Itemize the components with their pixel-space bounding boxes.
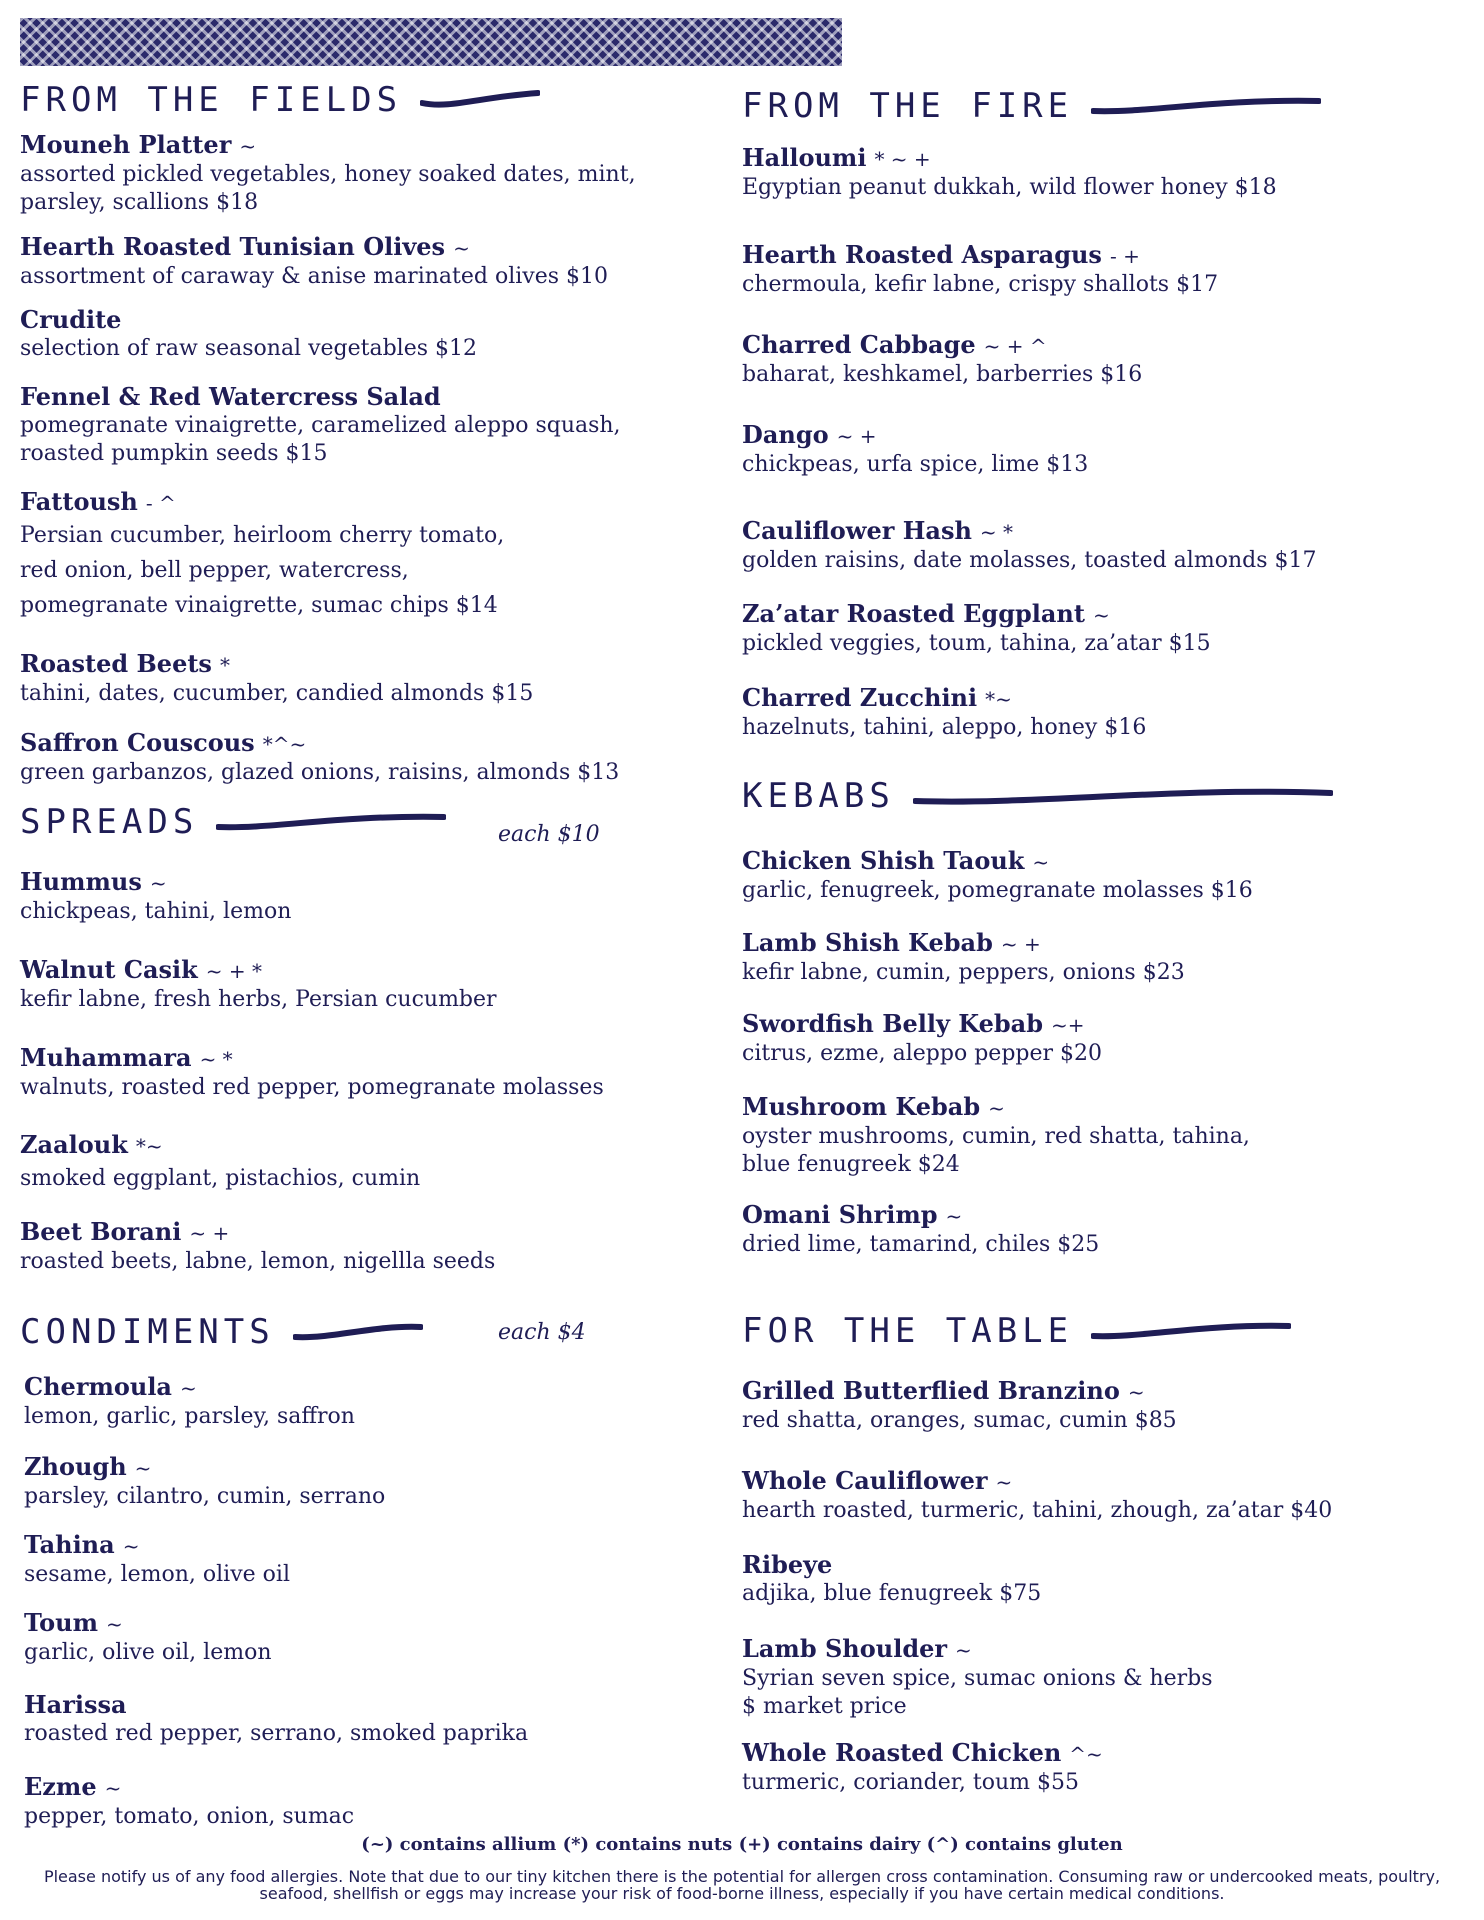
menu-item <box>20 382 720 468</box>
menu-item-name <box>742 330 1442 361</box>
menu-item <box>742 1738 1442 1797</box>
dish-name: Zhough <box>24 1452 127 1481</box>
allergen-marks: *~ <box>135 1134 163 1158</box>
dish-name: Lamb Shoulder <box>742 1634 948 1663</box>
menu-item <box>742 683 1442 742</box>
allergen-marks: ~ + <box>189 1221 230 1245</box>
allergen-marks: ~ <box>1127 1380 1145 1404</box>
allergen-marks: ~ <box>149 871 167 895</box>
allergen-marks: ~ + <box>836 424 877 448</box>
menu-item-description: smoked eggplant, pistachios, cumin <box>20 1166 421 1191</box>
menu-item-description: selection of raw seasonal vegetables $12 <box>20 336 478 361</box>
menu-item-description: assortment of caraway & anise marinated olives $10 <box>20 264 608 289</box>
menu-item-description: Syrian seven spice, sumac onions & herbs $ market price <box>742 1666 1213 1719</box>
allergen-marks: ~ <box>104 1776 122 1800</box>
menu-item-name <box>20 649 720 680</box>
menu-item-description: chermoula, kefir labne, crispy shallots $17 <box>742 272 1219 297</box>
menu-item-name <box>742 143 1442 174</box>
menu-item-name <box>20 305 720 335</box>
dish-name: Ribeye <box>742 1550 833 1579</box>
menu-item-name <box>20 1130 720 1161</box>
brush-stroke-icon <box>1091 1318 1291 1344</box>
menu-item-name <box>20 382 720 412</box>
menu-item-description: kefir labne, cumin, peppers, onions $23 <box>742 960 1185 985</box>
dish-name: Muhammara <box>20 1043 192 1072</box>
menu-item-description: roasted beets, labne, lemon, nigellla seeds <box>20 1249 496 1274</box>
menu-item-name <box>20 130 720 161</box>
menu-item-description: roasted red pepper, serrano, smoked paprika <box>24 1721 529 1746</box>
menu-item-name <box>20 955 720 986</box>
dish-name: Dango <box>742 420 829 449</box>
brush-stroke-icon <box>293 1319 423 1345</box>
allergen-marks: ~+ <box>1051 1013 1085 1037</box>
menu-item-description: tahini, dates, cucumber, candied almonds $15 <box>20 681 534 706</box>
menu-item <box>742 143 1442 202</box>
menu-item <box>20 305 720 363</box>
dish-name: Za’atar Roasted Eggplant <box>742 599 1085 628</box>
menu-item-description: walnuts, roasted red pepper, pomegranate molasses <box>20 1075 604 1100</box>
decorative-banner <box>20 18 842 66</box>
menu-item <box>24 1772 724 1831</box>
allergen-marks: ~ <box>179 1376 197 1400</box>
dish-name: Hummus <box>20 867 142 896</box>
menu-item-name <box>742 846 1442 877</box>
allergen-marks: ~ <box>955 1638 972 1662</box>
dish-name: Crudite <box>20 305 122 334</box>
allergen-marks: * <box>219 653 230 677</box>
menu-item <box>742 846 1442 905</box>
menu-item-name <box>20 232 720 263</box>
dish-name: Saffron Couscous <box>20 728 255 757</box>
allergen-marks: ~ <box>995 1470 1013 1494</box>
allergen-marks: ~ <box>453 236 470 260</box>
allergen-marks: ~ + ^ <box>983 334 1047 358</box>
menu-item <box>24 1690 724 1748</box>
menu-item-description: Egyptian peanut dukkah, wild flower honey $18 <box>742 175 1277 200</box>
dish-name: Omani Shrimp <box>742 1200 938 1229</box>
allergen-marks: ~ <box>239 134 257 158</box>
menu-item-description: pepper, tomato, onion, sumac <box>24 1804 355 1829</box>
menu-item <box>742 240 1442 299</box>
menu-item-description: garlic, olive oil, lemon <box>24 1640 272 1665</box>
menu-item-name <box>742 683 1442 714</box>
menu-item-description: dried lime, tamarind, chiles $25 <box>742 1232 1100 1257</box>
menu-item <box>742 928 1442 987</box>
section-heading-fields <box>20 80 540 120</box>
menu-item <box>24 1452 724 1511</box>
dish-name: Cauliflower Hash <box>742 516 972 545</box>
allergen-marks: ~ <box>122 1534 140 1558</box>
menu-item-description: lemon, garlic, parsley, saffron <box>24 1404 355 1429</box>
dish-name: Harissa <box>24 1690 127 1719</box>
menu-item <box>24 1608 724 1667</box>
section-title: FROM THE FIRE <box>742 86 1074 126</box>
menu-item-name <box>742 1466 1442 1497</box>
menu-item <box>20 867 720 926</box>
menu-item-description: citrus, ezme, aleppo pepper $20 <box>742 1041 1103 1066</box>
menu-item-name <box>742 1550 1442 1580</box>
menu-item <box>20 728 720 787</box>
menu-item-name <box>742 928 1442 959</box>
menu-item-name <box>24 1690 724 1720</box>
menu-item-name <box>742 420 1442 451</box>
section-title: FROM THE FIELDS <box>20 80 403 120</box>
dish-name: Zaalouk <box>20 1130 128 1159</box>
menu-item-description: baharat, keshkamel, barberries $16 <box>742 362 1143 387</box>
section-title: KEBABS <box>742 776 895 816</box>
menu-item-description: pomegranate vinaigrette, caramelized aleppo squash, roasted pumpkin seeds $15 <box>20 413 621 466</box>
dish-name: Grilled Butterflied Branzino <box>742 1376 1120 1405</box>
menu-item-description: red shatta, oranges, sumac, cumin $85 <box>742 1408 1177 1433</box>
dish-name: Hearth Roasted Asparagus <box>742 240 1102 269</box>
menu-item-name <box>24 1372 724 1403</box>
allergen-marks: ~ <box>1032 850 1050 874</box>
menu-item-name <box>742 1092 1442 1123</box>
dish-name: Fennel & Red Watercress Salad <box>20 382 441 411</box>
menu-item-name <box>742 599 1442 630</box>
section-heading-fire <box>742 86 1321 126</box>
dish-name: Hearth Roasted Tunisian Olives <box>20 232 446 261</box>
menu-item-description: turmeric, coriander, toum $55 <box>742 1770 1079 1795</box>
dish-name: Lamb Shish Kebab <box>742 928 993 957</box>
menu-item-description: adjika, blue fenugreek $75 <box>742 1581 1042 1606</box>
menu-item-name <box>24 1608 724 1639</box>
menu-item-name <box>742 1738 1442 1769</box>
brush-stroke-icon <box>420 87 540 113</box>
section-heading-kebabs <box>742 776 1333 816</box>
menu-item-name <box>742 1009 1442 1040</box>
price-note-spreads: each $10 <box>498 822 600 847</box>
menu-item-description: green garbanzos, glazed onions, raisins, almonds $13 <box>20 760 620 785</box>
menu-item <box>24 1372 724 1431</box>
menu-item <box>20 1043 720 1102</box>
dish-name: Whole Roasted Chicken <box>742 1738 1062 1767</box>
dish-name: Beet Borani <box>20 1217 182 1246</box>
menu-item <box>20 649 720 708</box>
menu-item-description: hazelnuts, tahini, aleppo, honey $16 <box>742 715 1147 740</box>
menu-item-name <box>742 1200 1442 1231</box>
allergen-marks: *^~ <box>262 732 307 756</box>
dish-name: Mushroom Kebab <box>742 1092 981 1121</box>
allergen-marks: ~ <box>105 1612 123 1636</box>
section-heading-spreads <box>20 802 446 842</box>
menu-item <box>742 1634 1442 1721</box>
menu-item-name <box>24 1452 724 1483</box>
allergen-marks: ~ + <box>1000 932 1041 956</box>
allergen-marks: ~ <box>134 1456 152 1480</box>
section-title: CONDIMENTS <box>20 1312 275 1352</box>
allergy-notice: Please notify us of any food allergies. Note that due to our tiny kitchen there is the potential for allergen cross contamination. Consuming raw or undercooked meats, poultry, seafood, shellfish or eggs may increase your risk of food-borne illness, especially if you have certain medical conditions. <box>43 1867 1441 1903</box>
menu-item-description: golden raisins, date molasses, toasted almonds $17 <box>742 548 1317 573</box>
menu-item-description: garlic, fenugreek, pomegranate molasses $16 <box>742 878 1253 903</box>
menu-item <box>24 1530 724 1589</box>
menu-item-name <box>20 1043 720 1074</box>
dish-name: Charred Cabbage <box>742 330 976 359</box>
dish-name: Whole Cauliflower <box>742 1466 988 1495</box>
menu-item-name <box>742 516 1442 547</box>
dish-name: Ezme <box>24 1772 97 1801</box>
section-heading-table <box>742 1311 1291 1351</box>
menu-item-description: pickled veggies, toum, tahina, za’atar $15 <box>742 631 1211 656</box>
allergen-marks: * ~ + <box>874 147 931 171</box>
menu-item <box>742 516 1442 575</box>
menu-item <box>742 599 1442 658</box>
menu-item-description: Persian cucumber, heirloom cherry tomato, red onion, bell pepper, watercress, pomegranate vinaigrette, sumac chips $14 <box>20 523 505 618</box>
brush-stroke-icon <box>1091 93 1321 119</box>
dish-name: Fattoush <box>20 487 138 516</box>
menu-item-name <box>20 487 720 518</box>
menu-item <box>20 130 720 217</box>
menu-item-description: chickpeas, tahini, lemon <box>20 899 292 924</box>
menu-item <box>742 1376 1442 1435</box>
dish-name: Tahina <box>24 1530 115 1559</box>
menu-item <box>742 1200 1442 1259</box>
menu-item-name <box>20 867 720 898</box>
allergen-marks: ~ <box>1092 603 1110 627</box>
menu-item <box>742 330 1442 389</box>
menu-item <box>742 420 1442 479</box>
menu-item-name <box>742 1376 1442 1407</box>
section-title: SPREADS <box>20 802 199 842</box>
allergen-marks: ~ <box>945 1204 963 1228</box>
menu-item-description: kefir labne, fresh herbs, Persian cucumber <box>20 987 497 1012</box>
brush-stroke-icon <box>216 809 446 835</box>
allergen-marks: ~ + * <box>205 959 263 983</box>
dish-name: Toum <box>24 1608 98 1637</box>
allergen-marks: ^~ <box>1069 1742 1103 1766</box>
menu-item <box>20 1217 720 1276</box>
menu-item-name <box>742 1634 1442 1665</box>
dish-name: Walnut Casik <box>20 955 198 984</box>
menu-item-description: oyster mushrooms, cumin, red shatta, tahina, blue fenugreek $24 <box>742 1124 1250 1177</box>
allergen-marks: ~ * <box>199 1047 233 1071</box>
menu-item-name <box>20 728 720 759</box>
menu-item <box>742 1550 1442 1608</box>
dish-name: Halloumi <box>742 143 867 172</box>
menu-item-description: assorted pickled vegetables, honey soaked dates, mint, parsley, scallions $18 <box>20 162 636 215</box>
menu-item <box>742 1092 1442 1179</box>
menu-item-name <box>24 1530 724 1561</box>
dish-name: Swordfish Belly Kebab <box>742 1009 1043 1038</box>
dish-name: Roasted Beets <box>20 649 212 678</box>
allergen-marks: ~ * <box>979 520 1014 544</box>
menu-item-description: sesame, lemon, olive oil <box>24 1562 290 1587</box>
allergen-marks: - ^ <box>145 491 176 515</box>
brush-stroke-icon <box>913 783 1333 809</box>
menu-item <box>20 487 720 623</box>
menu-item <box>20 1130 720 1196</box>
allergen-marks: *~ <box>985 687 1012 711</box>
menu-item-name <box>742 240 1442 271</box>
dish-name: Chicken Shish Taouk <box>742 846 1025 875</box>
dish-name: Charred Zucchini <box>742 683 978 712</box>
allergen-marks: ~ <box>988 1096 1005 1120</box>
menu-item-name <box>20 1217 720 1248</box>
menu-item-description: parsley, cilantro, cumin, serrano <box>24 1484 386 1509</box>
allergen-legend: (~) contains allium (*) contains nuts (+) contains dairy (^) contains gluten <box>361 1834 1123 1855</box>
price-note-condiments: each $4 <box>498 1320 586 1345</box>
section-title: FOR THE TABLE <box>742 1311 1074 1351</box>
dish-name: Chermoula <box>24 1372 172 1401</box>
menu-item <box>742 1009 1442 1068</box>
section-heading-condiments <box>20 1312 423 1352</box>
dish-name: Mouneh Platter <box>20 130 232 159</box>
menu-item <box>20 955 720 1014</box>
allergen-marks: - + <box>1109 244 1140 268</box>
menu-item <box>742 1466 1442 1525</box>
menu-item <box>20 232 720 291</box>
menu-item-description: chickpeas, urfa spice, lime $13 <box>742 452 1089 477</box>
menu-item-description: hearth roasted, turmeric, tahini, zhough, za’atar $40 <box>742 1498 1333 1523</box>
menu-item-name <box>24 1772 724 1803</box>
